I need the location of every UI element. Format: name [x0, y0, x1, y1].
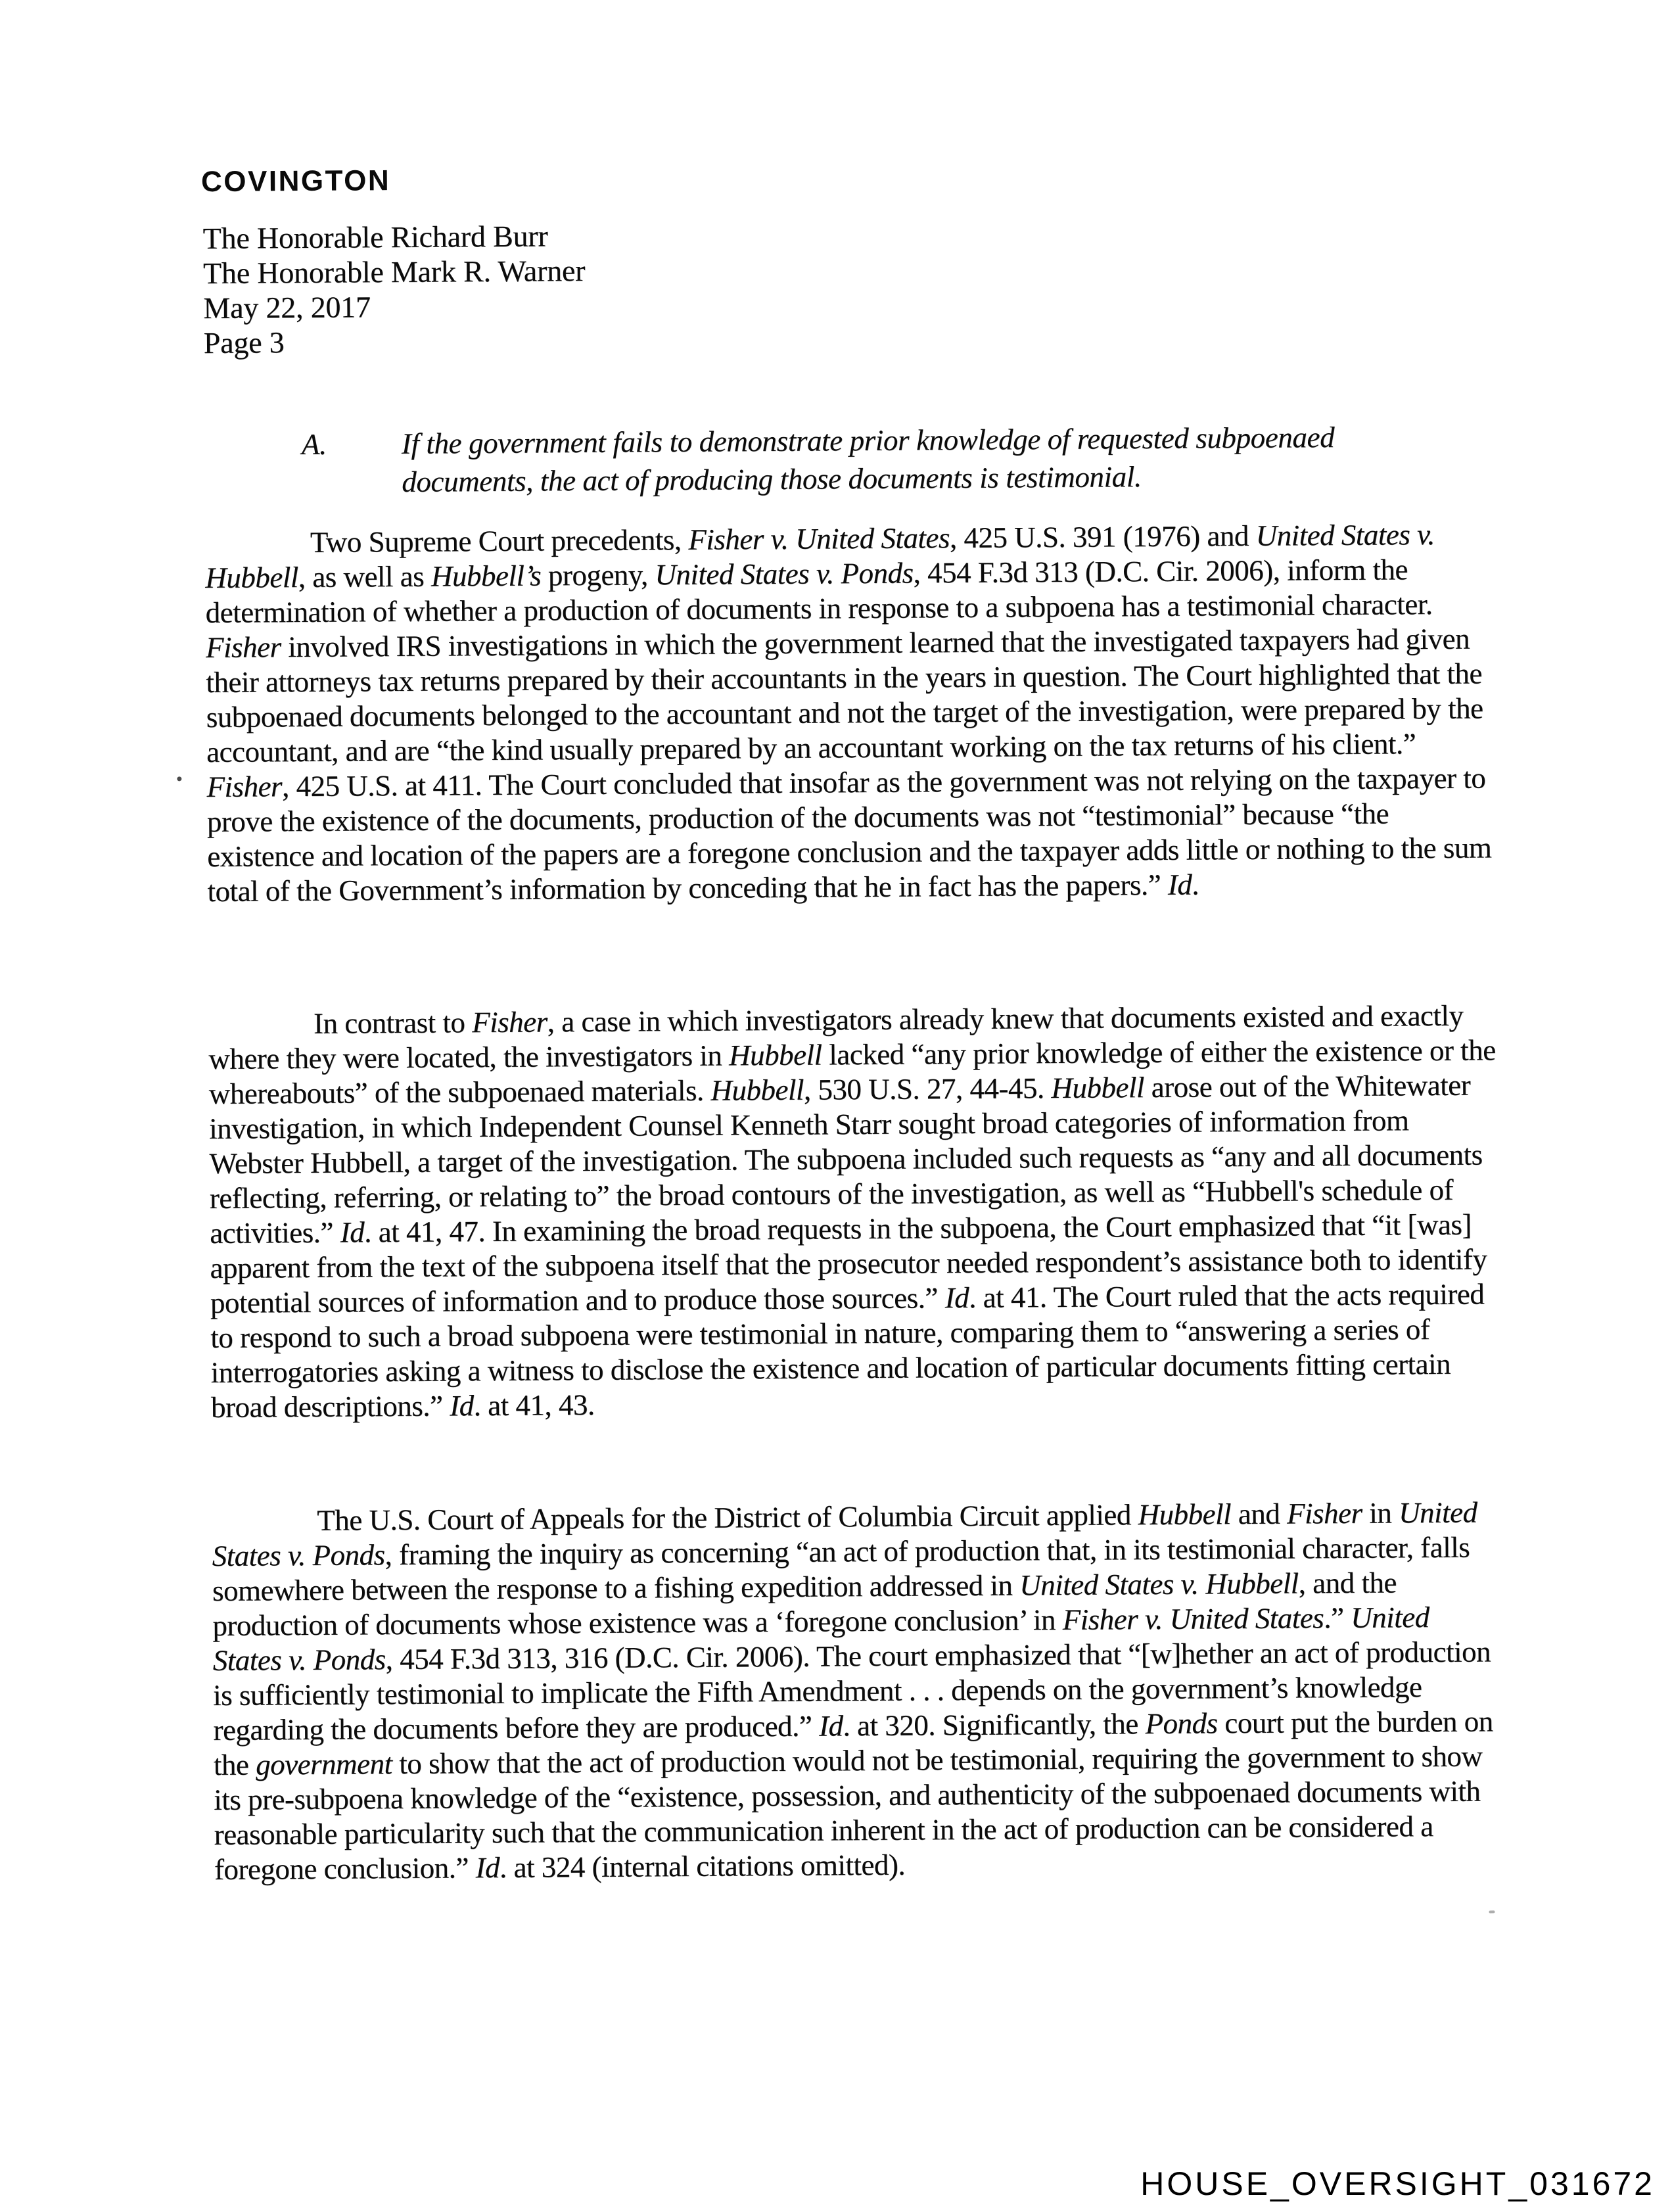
paragraph-fisher-hubbell-precedents: Two Supreme Court precedents, Fisher v. United States, 425 U.S. 391 (1976) and United States v. Hubbell, as well as Hubbell’s progeny, United States v. Ponds, 454 F.3d 313 (D.C. Cir. 2006), inform the determination of whether a production of documents in response to a subpoena has a testimonial character. Fisher involved IRS investigations in which the government learned that the investigated taxpayers had given their attorneys tax returns prepared by their accountants in the years in question. The Court highlighted that the subpoenaed documents belonged to the accountant and not the target of the investigation, were prepared by the accountant, and are “the kind usually prepared by an accountant working on the tax returns of his client.” Fisher, 425 U.S. at 411. The Court concluded that insofar as the government was not relying on the taxpayer to prove the existence of the documents, production of the documents was not “testimonial” because “the existence and location of the papers are a foregone conclusion and the taxpayer adds little or nothing to the sum total of the Government’s information by conceding that he in fact has the papers.” Id. — [205, 517, 1492, 908]
letter-date: May 22, 2017 — [203, 290, 371, 325]
scan-artifact-mark — [1489, 1910, 1495, 1913]
scan-artifact-dot — [177, 776, 181, 781]
paragraph-ponds-dc-circuit: The U.S. Court of Appeals for the District of Columbia Circuit applied Hubbell and Fisher in United States v. Ponds, framing the inquiry as concerning “an act of production that, in its testimonial character, falls somewhere between the response to a fishing expedition addressed in United States v. Hubbell, and the production of documents whose existence was a ‘foregone conclusion’ in Fisher v. United States.” United States v. Ponds, 454 F.3d 313, 316 (D.C. Cir. 2006). The court emphasized that “[w]hether an act of production is sufficiently testimonial to implicate the Fifth Amendment . . . depends on the government’s knowledge regarding the documents before they are produced.” Id. at 320. Significantly, the Ponds court put the burden on the government to show that the act of production would not be testimonial, requiring the government to show its pre-subpoena knowledge of the “existence, possession, and authenticity of the subpoenaed documents with reasonable particularity such that the communication inherent in the act of production can be considered a foregone conclusion.” Id. at 324 (internal citations omitted). — [212, 1495, 1493, 1887]
section-label: A. — [301, 427, 327, 461]
recipient-line-2: The Honorable Mark R. Warner — [202, 254, 586, 291]
section-heading-text: If the government fails to demonstrate prior knowledge of requested subpoenaed documents, the act of producing those documents is testimonial. — [401, 421, 1335, 498]
recipient-line-1: The Honorable Richard Burr — [202, 219, 548, 256]
page-number-label: Page 3 — [203, 325, 285, 360]
paragraph-hubbell-whitewater: In contrast to Fisher, a case in which investigators already knew that documents existed and exactly where they were located, the investigators in Hubbell lacked “any prior knowledge of either the existence or the whereabouts” of the subpoenaed materials. Hubbell, 530 U.S. 27, 44-45. Hubbell arose out of the Whitewater investigation, in which Independent Counsel Kenneth Starr sought broad categories of information from Webster Hubbell, a target of the investigation. The subpoena included such requests as “any and all documents reflecting, referring, or relating to” the broad contours of the investigation, as well as “Hubbell's schedule of activities.” Id. at 41, 47. In examining the broad requests in the subpoena, the Court emphasized that “it [was] apparent from the text of the subpoena itself that the prosecutor needed respondent’s assistance both to identify potential sources of information and to produce those sources.” Id. at 41. The Court ruled that the acts required to respond to such a broad subpoena were testimonial in nature, comparing them to “answering a series of interrogatories asking a witness to disclose the existence and location of particular documents fitting certain broad descriptions.” Id. at 41, 43. — [208, 999, 1496, 1424]
section-heading — [302, 417, 1454, 502]
letterhead-logo: COVINGTON — [200, 164, 391, 199]
bates-number: HOUSE_OVERSIGHT_031672 — [1140, 2165, 1655, 2202]
recipient-block — [202, 218, 586, 360]
